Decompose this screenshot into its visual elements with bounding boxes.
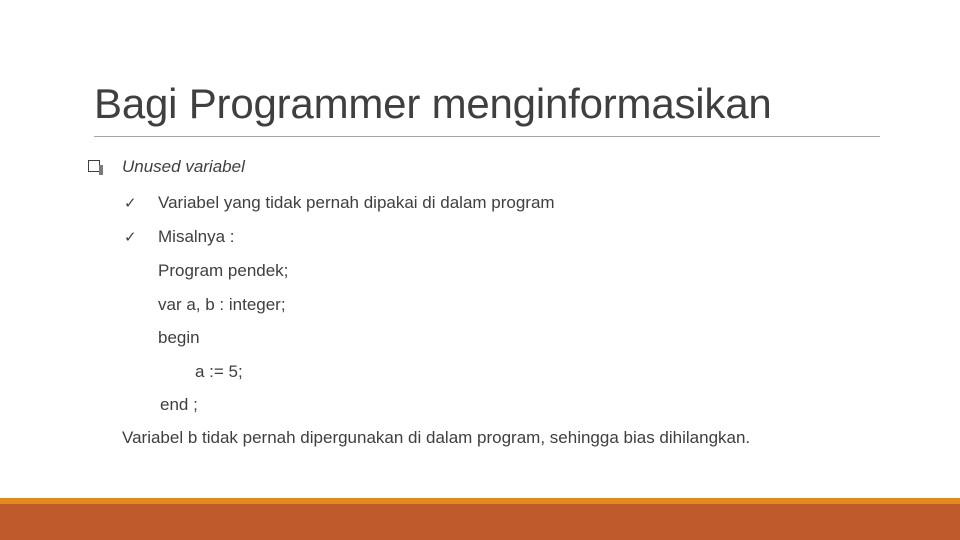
code-line: begin [158,328,200,347]
checkmark-icon: ✓ [124,194,137,212]
square-bullet-icon [88,160,100,172]
code-line: a := 5; [195,362,243,381]
section-heading: Unused variabel [122,157,245,176]
footer-bar [0,504,960,540]
code-line: Program pendek; [158,261,289,280]
title-divider [94,136,880,137]
code-line: var a, b : integer; [158,295,286,314]
conclusion-text: Variabel b tidak pernah dipergunakan di dalam program, sehingga bias dihilangkan. [122,428,751,447]
checkmark-icon: ✓ [124,228,137,246]
code-line: end ; [160,395,198,414]
list-item-text: Variabel yang tidak pernah dipakai di dalam program [158,193,555,212]
slide-title: Bagi Programmer menginformasikan [94,80,772,127]
list-item-text: Misalnya : [158,227,235,246]
